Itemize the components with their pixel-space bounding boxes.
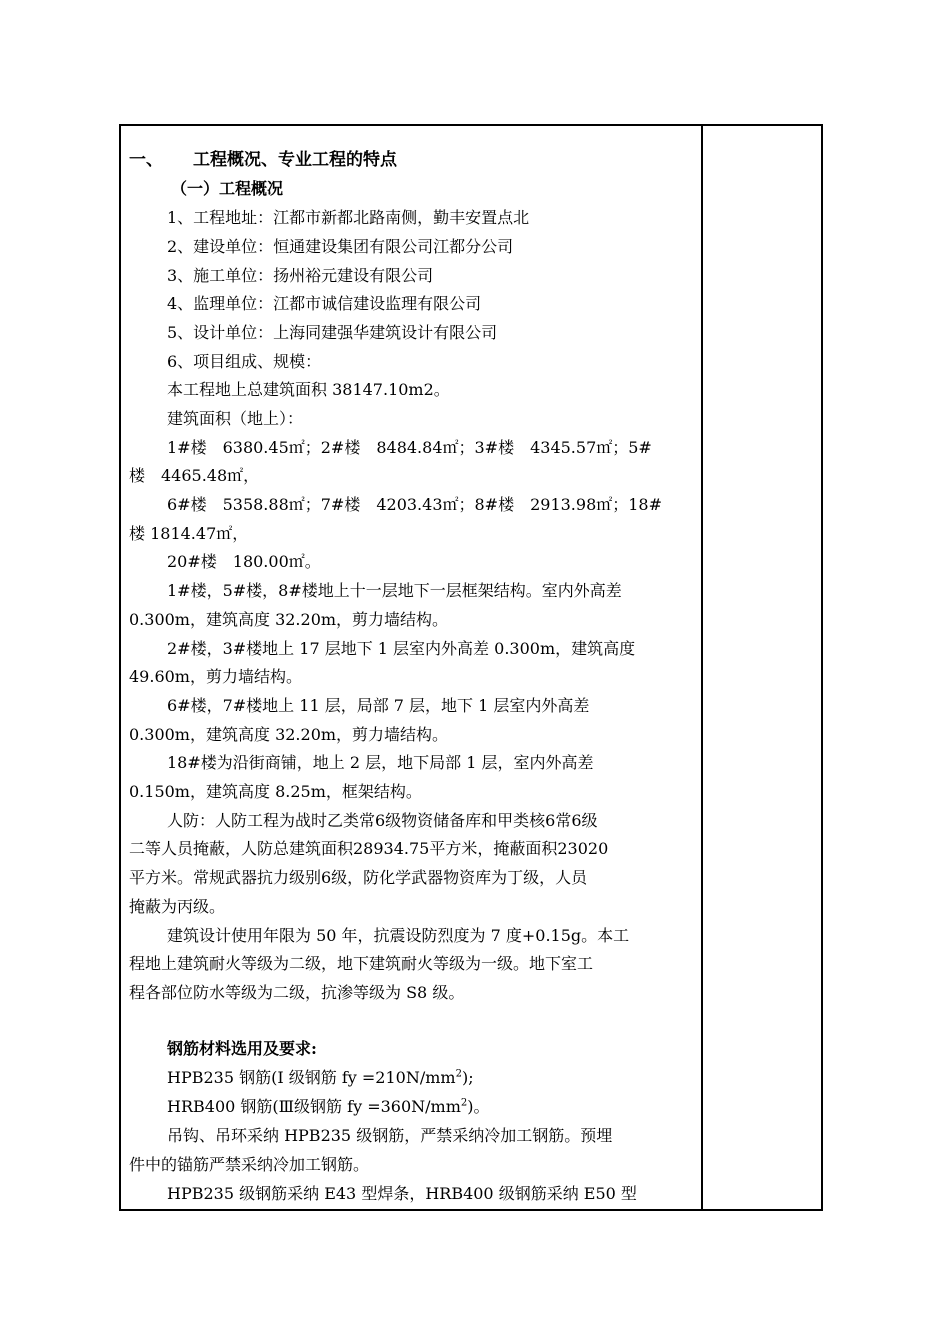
rebar-spec-line xyxy=(167,1068,474,1088)
section-title: 工程概况、专业工程的特点 xyxy=(193,150,397,170)
paragraph-line: 2#楼，3#楼地上 17 层地下 1 层室内外高差 0.300m，建筑高度 xyxy=(167,639,636,658)
civil-defense-line: 人防：人防工程为战时乙类常6级物资储备库和甲类核6常6级 xyxy=(167,811,598,830)
area-above-ground-label: 建筑面积（地上）： xyxy=(167,409,304,428)
paragraph-line: 6#楼，7#楼地上 11 层，局部 7 层，地下 1 层室内外高差 xyxy=(167,696,590,715)
paragraph-line: 0.300m，建筑高度 32.20m，剪力墙结构。 xyxy=(129,725,449,744)
rebar-spec-line xyxy=(167,1097,490,1117)
client-unit: 2、建设单位：恒通建设集团有限公司江都分公司 xyxy=(167,237,514,256)
superscript: 2 xyxy=(455,1068,462,1080)
paragraph-line: 吊钩、吊环采纳 HPB235 级钢筋，严禁采纳冷加工钢筋。预埋 xyxy=(167,1126,613,1145)
section-heading xyxy=(129,150,397,170)
rebar-section-heading: 钢筋材料选用及要求: xyxy=(167,1039,317,1058)
table-column-divider xyxy=(701,124,703,1211)
section-number: 一、 xyxy=(129,150,163,170)
design-life-line: 程各部位防水等级为二级，抗渗等级为 S8 级。 xyxy=(129,983,465,1002)
building-area-line: 6#楼 5358.88㎡；7#楼 4203.43㎡；8#楼 2913.98㎡；18# xyxy=(167,495,663,514)
paragraph-line: 0.150m，建筑高度 8.25m，框架结构。 xyxy=(129,782,422,801)
paragraph-line: 18#楼为沿街商铺，地上 2 层，地下局部 1 层，室内外高差 xyxy=(167,753,594,772)
paragraph-line: 1#楼，5#楼，8#楼地上十一层地下一层框架结构。室内外高差 xyxy=(167,581,622,600)
superscript: 2 xyxy=(460,1097,468,1109)
subsection-heading: （一）工程概况 xyxy=(171,179,284,198)
total-area-text: 本工程地上总建筑面积 38147.10m2。 xyxy=(167,380,450,399)
paragraph-line: HPB235 级钢筋采纳 E43 型焊条，HRB400 级钢筋采纳 E50 型 xyxy=(167,1184,637,1203)
building-area-line: 1#楼 6380.45㎡；2#楼 8484.84㎡；3#楼 4345.57㎡；5# xyxy=(167,438,652,457)
paragraph-line: 49.60m，剪力墙结构。 xyxy=(129,667,302,686)
civil-defense-line: 掩蔽为丙级。 xyxy=(129,897,226,916)
rebar-spec-end: )。 xyxy=(467,1097,490,1116)
construction-unit: 3、施工单位：扬州裕元建设有限公司 xyxy=(167,266,434,285)
civil-defense-line: 平方米。常规武器抗力级别6级，防化学武器物资库为丁级，人员 xyxy=(129,868,588,887)
project-address: 1、工程地址：江都市新都北路南侧，勤丰安置点北 xyxy=(167,208,530,227)
building-area-line: 楼 1814.47㎡， xyxy=(129,524,249,543)
building-area-line: 20#楼 180.00㎡。 xyxy=(167,552,321,571)
rebar-spec-text: HRB400 钢筋(Ⅲ级钢筋 fy =360N/mm xyxy=(167,1097,461,1116)
paragraph-line: 0.300m，建筑高度 32.20m，剪力墙结构。 xyxy=(129,610,449,629)
supervision-unit: 4、监理单位：江都市诚信建设监理有限公司 xyxy=(167,294,482,313)
civil-defense-line: 二等人员掩蔽，人防总建筑面积28934.75平方米，掩蔽面积23020 xyxy=(129,839,609,858)
project-scale-label: 6、项目组成、规模： xyxy=(167,352,322,371)
design-life-line: 建筑设计使用年限为 50 年，抗震设防烈度为 7 度+0.15g。本工 xyxy=(167,926,630,945)
design-life-line: 程地上建筑耐火等级为二级，地下建筑耐火等级为一级。地下室工 xyxy=(129,954,594,973)
rebar-spec-end: ); xyxy=(461,1068,474,1087)
building-area-line: 楼 4465.48㎡， xyxy=(129,466,260,485)
rebar-spec-text: HPB235 钢筋(Ⅰ 级钢筋 fy =210N/mm xyxy=(167,1068,456,1087)
paragraph-line: 件中的锚筋严禁采纳冷加工钢筋。 xyxy=(129,1155,370,1174)
design-unit: 5、设计单位：上海同建强华建筑设计有限公司 xyxy=(167,323,498,342)
